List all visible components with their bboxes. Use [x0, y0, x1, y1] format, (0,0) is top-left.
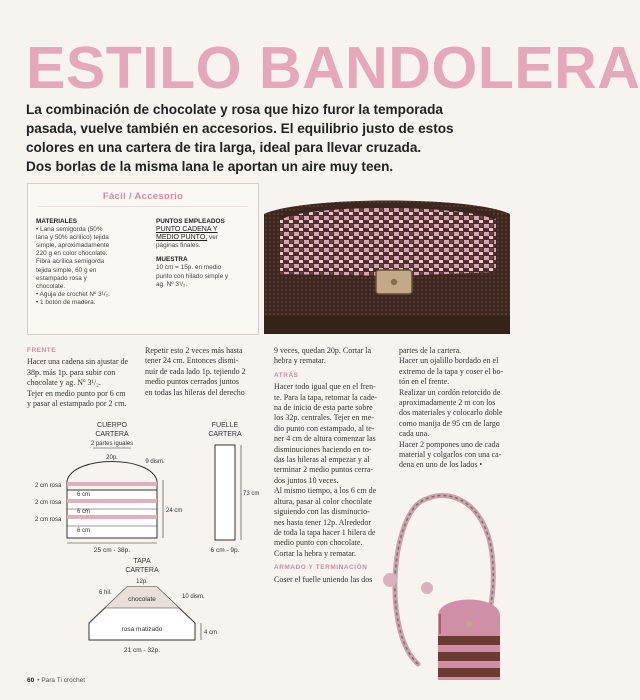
cuerpo-subtitle: 2 partes iguales [90, 441, 134, 447]
fuelle-title: FUELLE [211, 422, 239, 429]
tapa-rosa-label: rosa matizado [121, 626, 163, 633]
fuelle-title: CARTERA [208, 431, 242, 438]
materials-line: 220 g en color chocolate. [36, 250, 108, 258]
difficulty-info-box [27, 183, 259, 335]
page-title: ESTILO BANDOLERA [26, 35, 640, 101]
lead-line: pasada, vuelve también en accesorios. El equilibrio justo de estos [26, 121, 454, 136]
body-line: dena en uno de los lados • [399, 460, 483, 470]
rosa-band [67, 515, 157, 519]
body-line: Hacer 2 pompones uno de cada [399, 439, 500, 449]
six-cm-label: 6 cm [77, 492, 91, 498]
body-line: terminar 2 medio puntos cerra- [274, 465, 374, 475]
body-line: extremo de la tapa y coser el bo- [399, 366, 504, 376]
materials-line: chocolate. [36, 282, 66, 290]
tapa-bottom-label: 21 cm - 32p. [123, 647, 161, 654]
materials-line: • Lana semigorda (50% [36, 226, 103, 234]
body-line: Tejer en medio punto por 6 cm [27, 388, 126, 398]
body-line: y pasar al estampado por 2 cm. [27, 399, 127, 409]
body-line: material y colgarlos con una ca- [399, 450, 502, 460]
body-line: te. Para la tapa, retomar la cade- [274, 392, 378, 402]
body-line: dio punto con estampado, al te- [274, 423, 375, 433]
body-line: nes hasta tener 12p. Alrededor [274, 517, 372, 527]
fuelle-strip [215, 445, 235, 540]
rosa-band [67, 482, 157, 486]
body-line: ner 4 cm de altura comenzar las [274, 434, 376, 444]
materials-line: lana y 50% acrílico) tejida [36, 234, 109, 242]
cuerpo-top-label: 20p. [106, 455, 118, 461]
bag-closeup-photo [264, 184, 510, 334]
pattern-diagram [27, 415, 267, 660]
body-line: medio punto con chocolate. [274, 538, 363, 548]
body-line: Hacer todo igual que en el fren- [274, 382, 376, 392]
header-divider [38, 206, 248, 207]
body-line: en todas las hileras del derecho [145, 387, 245, 397]
body-line: nuir de cada lado 1p. tejiendo 2 [145, 366, 246, 376]
body-line: partes de la cartera. [399, 346, 462, 355]
gauge-heading: MUESTRA [156, 256, 188, 264]
materials-line: Fibra acrílica semigorda [36, 258, 105, 266]
body-line: Hacer una cadena sin ajustar de [27, 357, 129, 367]
body-line: siguiendo con las disminucio- [274, 507, 370, 517]
tapa-top-label: 12p. [136, 579, 148, 585]
cuerpo-title: CARTERA [95, 431, 129, 438]
tapa-height-label: 4 cm [204, 630, 218, 636]
materials-line: • 1 botón de madera. [36, 298, 96, 306]
body-line: tener 24 cm. Entonces dismi- [145, 356, 239, 366]
stitches-heading: PUNTOS EMPLEADOS [156, 218, 225, 225]
fuelle-height-label: 73 cm [243, 491, 260, 497]
body-line: Cortar la hebra y rematar. [274, 548, 356, 558]
body-line: Realizar un cordón retorcido de [399, 387, 501, 397]
tapa-title: CARTERA [125, 567, 159, 574]
section-atras: ATRÁS [274, 371, 299, 379]
materials-heading: MATERIALES [36, 218, 78, 225]
materials-line: estampado rosa y [36, 274, 87, 282]
stitch-link-chain: PUNTO CADENA Y [156, 226, 218, 234]
page-number: 60 [27, 677, 35, 684]
stitches-column [156, 218, 254, 289]
body-line: 38p. más 1p. para subir con [27, 367, 116, 377]
page-footer [27, 677, 85, 684]
body-line: cada una. [399, 429, 430, 439]
materials-line: simple, aproximadamente [36, 242, 110, 250]
lead-line: Dos borlas de la misma lana le aportan un aire muy teen. [26, 159, 394, 174]
body-line: chocolate y ag. Nº 3¹/₂. [27, 378, 101, 388]
cuerpo-dism-label: 9 dism. [145, 459, 165, 465]
six-cm-label: 6 cm [77, 509, 91, 515]
body-line: dos materiales y colocarlo doble [399, 408, 503, 418]
six-cm-label: 6 cm [77, 528, 91, 534]
body-line: de toda la tapa hacer 1 hilera de [274, 527, 376, 537]
body-line: aproximadamente 2 m con los [399, 398, 496, 408]
rosa-label: 2 cm rosa [35, 500, 62, 506]
body-line: na de inicio de esta parte sobre [274, 403, 373, 413]
tapa-hil-label: 6 hil. [99, 590, 112, 596]
gauge-line: punto con hilado simple y [156, 272, 229, 280]
body-line: dos juntos 10 veces. [274, 475, 339, 485]
body-line: 9 veces, quedan 20p. Cortar la [274, 346, 372, 355]
materials-line: • Aguja de crochet Nº 3¹/₂. [36, 290, 110, 298]
section-frente: FRENTE [27, 347, 57, 354]
fuelle-bottom-label: 6 cm - 9p. [210, 547, 240, 554]
cuerpo-height-label: 24 cm [166, 508, 183, 514]
lead-line: colores en una cartera de tira larga, ideal para llevar cruzada. [26, 140, 422, 155]
stitch-pages: páginas finales. [156, 242, 201, 250]
rosa-label: 2 cm rosa [35, 483, 62, 489]
body-line: medio puntos cerrados juntos [145, 377, 239, 387]
body-line: Hacer un ojalillo bordado en el [399, 356, 499, 366]
gauge-line: 10 cm = 15p. en medio [156, 264, 222, 272]
tapa-dism-label: 10 dism. [182, 594, 205, 600]
tapa-title: TAPA [133, 558, 151, 565]
cuerpo-bottom-label: 25 cm - 38p. [93, 547, 131, 554]
body-line: disminuciones haciendo en to- [274, 444, 372, 454]
body-line: das las hileras al empezar y al [274, 455, 370, 465]
body-line: como manija de 95 cm de largo [399, 418, 500, 428]
rosa-label: 2 cm rosa [35, 517, 62, 523]
materials-line: tejida simple, 60 g en [36, 266, 97, 274]
stitch-see: ver [207, 234, 218, 242]
body-line: hebra y rematar. [274, 356, 326, 366]
column-frente [27, 346, 139, 409]
body-line: altura, pasar al color chocolate [274, 496, 372, 506]
cuerpo-title: CUERPO [97, 422, 127, 429]
body-line: los 32p. centrales. Tejer en me- [274, 413, 374, 423]
publication-name: • Para Ti crochet [37, 677, 86, 684]
lead-line: La combinación de chocolate y rosa que hizo furor la temporada [26, 102, 443, 117]
stitch-link-half: MEDIO PUNTO, [156, 234, 208, 242]
body-line: Repetir esto 2 veces más hasta [145, 346, 243, 355]
body-line: Al mismo tiempo, a los 6 cm de [274, 486, 377, 496]
column-atras [274, 346, 392, 585]
body-line: tón en el frente. [399, 377, 450, 387]
materials-column [36, 218, 148, 307]
tapa-chocolate-label: chocolate [128, 596, 156, 603]
gauge-line: ag. Nº 3¹/₂. [156, 280, 188, 288]
column-four [399, 346, 513, 471]
difficulty-header: Fácil / Accesorio [102, 191, 184, 202]
column-two [145, 346, 257, 398]
bag-full-photo [380, 484, 510, 684]
body-line: Coser el fuelle uniendo las dos [274, 574, 373, 584]
rosa-band [67, 499, 157, 503]
lead-paragraph [26, 100, 496, 176]
section-armado: ARMADO Y TERMINACIÓN [274, 564, 368, 572]
